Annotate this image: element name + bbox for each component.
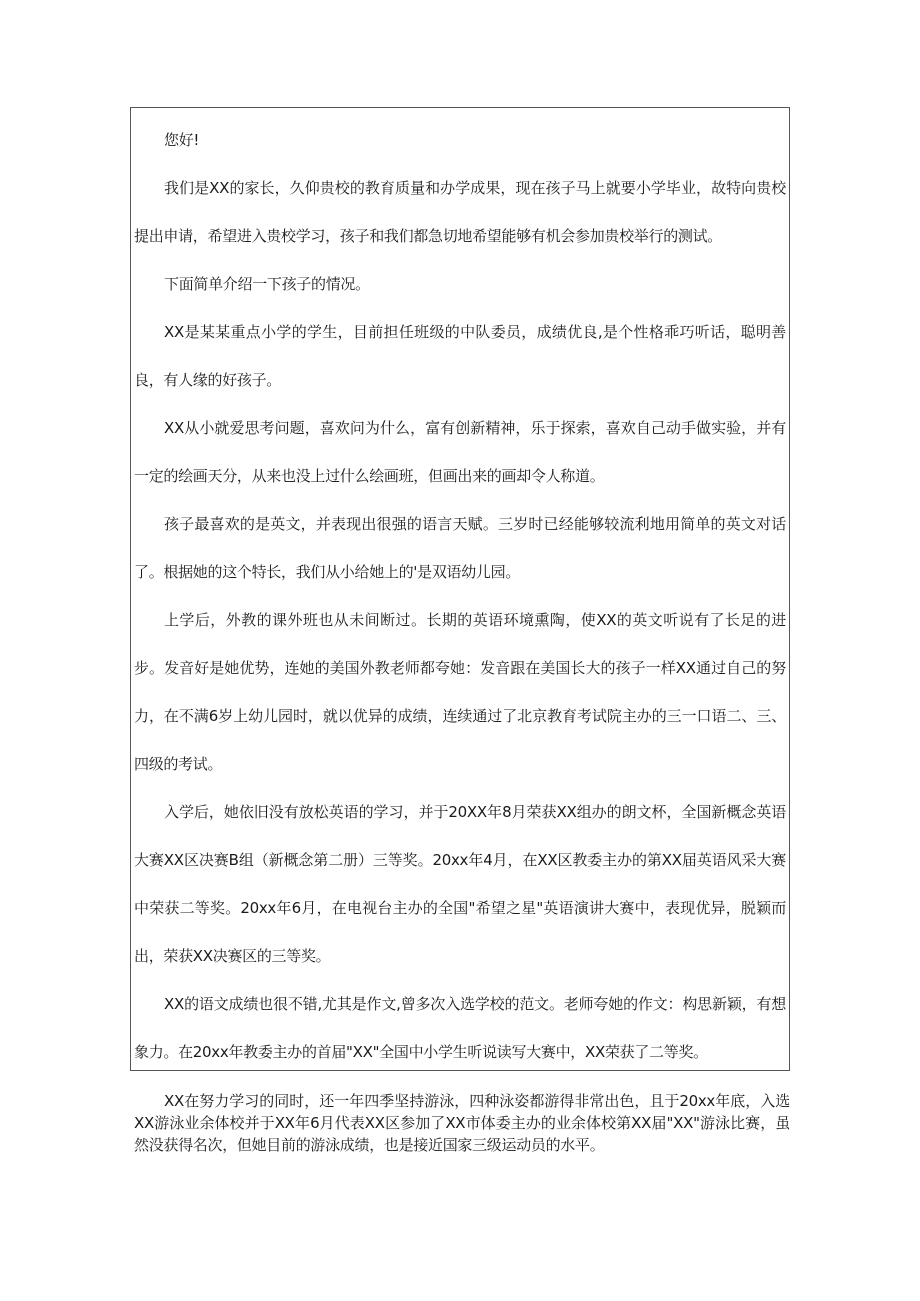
- paragraph-english: 孩子最喜欢的是英文，并表现出很强的语言天赋。三岁时已经能够较流利地用简单的英文对话了。根据她的这个特长，我们从小给她上的'是双语幼儿园。: [134, 515, 786, 581]
- greeting: 您好!: [164, 131, 200, 149]
- paragraph-chinese: XX的语文成绩也很不错,尤其是作文,曾多次入选学校的范文。老师夸她的作文：构思新颖，有想象力。在20xx年教委主办的首届"XX"全国中小学生听说读写大赛中，XX荣获了二等奖。: [134, 995, 786, 1061]
- paragraph-thinking: XX从小就爱思考问题，喜欢问为什么，富有创新精神，乐于探索，喜欢自己动手做实验，并有一定的绘画天分，从来也没上过什么绘画班，但画出来的画却令人称道。: [134, 419, 786, 485]
- paragraph-student: XX是某某重点小学的学生，目前担任班级的中队委员，成绩优良,是个性格乖巧听话，聪明善良，有人缘的好孩子。: [134, 323, 786, 389]
- paragraph-application: 我们是XX的家长，久仰贵校的教育质量和办学成果，现在孩子马上就要小学毕业，故特向贵校提出申请，希望进入贵校学习，孩子和我们都急切地希望能够有机会参加贵校举行的测试。: [134, 179, 786, 245]
- paragraph-swimming: XX在努力学习的同时，还一年四季坚持游泳，四种泳姿都游得非常出色，且于20xx年底，入选XX游泳业余体校并于XX年6月代表XX区参加了XX市体委主办的业余体校第XX届"XX"游泳比赛，虽然没获得名次，但她目前的游泳成绩，也是接近国家三级运动员的水平。: [134, 1092, 790, 1154]
- paragraph-intro: 下面简单介绍一下孩子的情况。: [164, 275, 370, 293]
- paragraph-awards: 入学后，她依旧没有放松英语的学习，并于20XX年8月荣获XX组办的朗文杯，全国新概念英语大赛XX区决赛B组（新概念第二册）三等奖。20xx年4月，在XX区教委主办的第XX届英语风采大赛中荣获二等奖。20xx年6月，在电视台主办的全国"希望之星"英语演讲大赛中，表现优异，脱颖而出，荣获XX决赛区的三等奖。: [134, 803, 786, 965]
- paragraph-foreign-teacher: 上学后，外教的课外班也从未间断过。长期的英语环境熏陶，使XX的英文听说有了长足的进步。发音好是她优势，连她的美国外教老师都夸她：发音跟在美国长大的孩子一样XX通过自己的努力，在不满6岁上幼儿园时，就以优异的成绩，连续通过了北京教育考试院主办的三一口语二、三、四级的考试。: [134, 611, 786, 773]
